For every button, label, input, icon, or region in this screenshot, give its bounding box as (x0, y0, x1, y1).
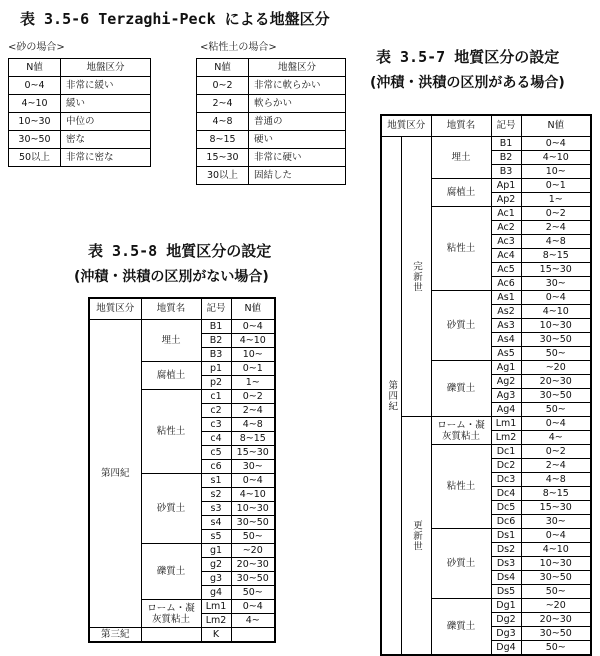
code-cell: Lm2 (491, 431, 521, 445)
n-cell: 2~4 (521, 221, 591, 235)
table-row (89, 628, 275, 643)
table-row (89, 320, 275, 334)
code-cell: B2 (201, 334, 231, 348)
table-3-5-8-title: 表 3.5-8 地質区分の設定 (88, 242, 272, 260)
code-cell: g2 (201, 558, 231, 572)
n-cell: 4~10 (231, 488, 275, 502)
name-cell: 砂質土 (431, 529, 491, 599)
cell: 緩い (61, 95, 151, 113)
n-cell: 30~ (521, 515, 591, 529)
cell: 軟らかい (249, 95, 346, 113)
cell: 非常に密な (61, 149, 151, 167)
code-cell: Ac2 (491, 221, 521, 235)
n-cell: 0~4 (521, 529, 591, 543)
n-cell: 0~2 (521, 445, 591, 459)
table-3-5-8 (88, 297, 276, 643)
cell: 非常に緩い (61, 77, 151, 95)
table-row (197, 95, 346, 113)
code-cell: Ap1 (491, 179, 521, 193)
n-cell: 0~4 (231, 320, 275, 334)
header-cell: 記号 (201, 298, 231, 320)
table-3-5-8-subtitle: (沖積・洪積の区別がない場合) (74, 269, 269, 285)
code-cell: As4 (491, 333, 521, 347)
n-cell: 30~50 (231, 572, 275, 586)
code-cell: Ds4 (491, 571, 521, 585)
name-cell: 砂質土 (431, 291, 491, 361)
n-cell: 10~30 (521, 319, 591, 333)
n-cell: 50~ (231, 586, 275, 600)
code-cell: c5 (201, 446, 231, 460)
code-cell: As1 (491, 291, 521, 305)
clay-table (196, 58, 346, 185)
code-cell: s4 (201, 516, 231, 530)
n-cell: 4~ (231, 614, 275, 628)
table-row (9, 95, 151, 113)
code-cell: Ds5 (491, 585, 521, 599)
code-cell: c4 (201, 432, 231, 446)
code-cell: s5 (201, 530, 231, 544)
code-cell: g3 (201, 572, 231, 586)
code-cell: B1 (491, 137, 521, 151)
code-cell: Dc4 (491, 487, 521, 501)
header-cell: 記号 (491, 115, 521, 137)
n-cell: 0~4 (231, 474, 275, 488)
table-row (9, 149, 151, 167)
n-cell: 4~10 (231, 334, 275, 348)
table-3-5-7-subtitle: (沖積・洪積の区別がある場合) (370, 75, 565, 91)
table-row (381, 417, 591, 431)
n-cell: 50~ (521, 641, 591, 656)
name-cell: 粘性土 (431, 207, 491, 291)
n-cell: 10~ (521, 165, 591, 179)
code-cell: p2 (201, 376, 231, 390)
name-cell: 腐植土 (431, 179, 491, 207)
code-cell: Dc5 (491, 501, 521, 515)
code-cell: Dg1 (491, 599, 521, 613)
n-cell: 4~10 (521, 151, 591, 165)
n-cell: 50~ (231, 530, 275, 544)
cell: 15~30 (197, 149, 249, 167)
n-cell: 10~30 (521, 557, 591, 571)
table-row (197, 113, 346, 131)
group-cell: 第四紀 (381, 137, 401, 656)
sand-table (8, 58, 151, 167)
clay-header-class: 地盤区分 (249, 59, 346, 77)
code-cell: Ac1 (491, 207, 521, 221)
n-cell: 0~4 (231, 600, 275, 614)
clay-header-n: N値 (197, 59, 249, 77)
code-cell: g1 (201, 544, 231, 558)
clay-caption: <粘性土の場合> (200, 42, 277, 53)
sand-header-n: N値 (9, 59, 61, 77)
n-cell: 30~50 (521, 571, 591, 585)
header-cell: 地質名 (141, 298, 201, 320)
code-cell: Ds3 (491, 557, 521, 571)
cell: 0~4 (9, 77, 61, 95)
n-cell: 2~4 (521, 459, 591, 473)
group-cell: 第三紀 (89, 628, 141, 643)
n-cell: 20~30 (521, 613, 591, 627)
n-cell: 0~1 (231, 362, 275, 376)
cell: 10~30 (9, 113, 61, 131)
name-cell (141, 628, 201, 643)
header-cell: 地質区分 (381, 115, 431, 137)
n-cell: ~20 (521, 361, 591, 375)
code-cell: c2 (201, 404, 231, 418)
code-cell: B3 (491, 165, 521, 179)
n-cell: 0~4 (521, 291, 591, 305)
table-row (9, 77, 151, 95)
n-cell: 30~50 (521, 627, 591, 641)
n-cell: 30~50 (521, 333, 591, 347)
code-cell: Ac5 (491, 263, 521, 277)
code-cell: Dg3 (491, 627, 521, 641)
n-cell: 0~2 (521, 207, 591, 221)
code-cell: Lm1 (201, 600, 231, 614)
code-cell: B1 (201, 320, 231, 334)
n-cell: 30~50 (231, 516, 275, 530)
code-cell: Dg2 (491, 613, 521, 627)
n-cell: 15~30 (231, 446, 275, 460)
name-cell: 腐植土 (141, 362, 201, 390)
table-row (9, 131, 151, 149)
cell: 30~50 (9, 131, 61, 149)
n-cell: 50~ (521, 403, 591, 417)
header-cell: N値 (521, 115, 591, 137)
n-cell: 4~10 (521, 543, 591, 557)
n-cell: 20~30 (231, 558, 275, 572)
cell: 非常に軟らかい (249, 77, 346, 95)
name-cell: 礫質土 (141, 544, 201, 600)
cell: 密な (61, 131, 151, 149)
code-cell: Dc3 (491, 473, 521, 487)
n-cell: 0~2 (231, 390, 275, 404)
code-cell: Dg4 (491, 641, 521, 656)
n-cell: 30~ (231, 460, 275, 474)
name-cell: ローム・凝 灰質粘土 (431, 417, 491, 445)
table-row (197, 77, 346, 95)
table-row (9, 113, 151, 131)
code-cell: Lm1 (491, 417, 521, 431)
n-cell: 30~ (521, 277, 591, 291)
code-cell: Dc6 (491, 515, 521, 529)
cell: 4~10 (9, 95, 61, 113)
name-cell: 礫質土 (431, 361, 491, 417)
header-cell: N値 (231, 298, 275, 320)
n-cell: 50~ (521, 347, 591, 361)
code-cell: Ap2 (491, 193, 521, 207)
code-cell: Ag1 (491, 361, 521, 375)
code-cell: c6 (201, 460, 231, 474)
table-row (197, 131, 346, 149)
n-cell: 10~ (231, 348, 275, 362)
n-cell: 50~ (521, 585, 591, 599)
code-cell: As3 (491, 319, 521, 333)
header-cell: 地質名 (431, 115, 491, 137)
header-cell: 地質区分 (89, 298, 141, 320)
n-cell: 1~ (521, 193, 591, 207)
table-3-5-7 (380, 114, 592, 656)
code-cell: Ac3 (491, 235, 521, 249)
code-cell: p1 (201, 362, 231, 376)
n-cell: ~20 (231, 544, 275, 558)
cell: 8~15 (197, 131, 249, 149)
table-3-5-6-title: 表 3.5-6 Terzaghi-Peck による地盤区分 (20, 10, 330, 28)
n-cell: 4~10 (521, 305, 591, 319)
code-cell: c3 (201, 418, 231, 432)
cell: 固結した (249, 167, 346, 185)
group-cell: 第四紀 (89, 320, 141, 628)
cell: 非常に硬い (249, 149, 346, 167)
code-cell: g4 (201, 586, 231, 600)
n-cell: 20~30 (521, 375, 591, 389)
cell: 硬い (249, 131, 346, 149)
code-cell: c1 (201, 390, 231, 404)
name-cell: ローム・凝 灰質粘土 (141, 600, 201, 628)
table-row (197, 149, 346, 167)
n-cell: 1~ (231, 376, 275, 390)
cell: 4~8 (197, 113, 249, 131)
n-cell: 4~8 (231, 418, 275, 432)
code-cell: s1 (201, 474, 231, 488)
n-cell: 0~4 (521, 417, 591, 431)
n-cell: 15~30 (521, 263, 591, 277)
code-cell: Ds1 (491, 529, 521, 543)
n-cell: 0~1 (521, 179, 591, 193)
code-cell: Lm2 (201, 614, 231, 628)
name-cell: 礫質土 (431, 599, 491, 656)
sand-header-class: 地盤区分 (61, 59, 151, 77)
cell: 30以上 (197, 167, 249, 185)
code-cell: s2 (201, 488, 231, 502)
n-cell: 15~30 (521, 501, 591, 515)
cell: 2~4 (197, 95, 249, 113)
cell: 50以上 (9, 149, 61, 167)
n-cell: 8~15 (231, 432, 275, 446)
n-cell: 30~50 (521, 389, 591, 403)
code-cell: Ag2 (491, 375, 521, 389)
n-cell: 0~4 (521, 137, 591, 151)
era-cell: 更新世 (401, 417, 431, 656)
code-cell: K (201, 628, 231, 643)
code-cell: B3 (201, 348, 231, 362)
code-cell: Dc2 (491, 459, 521, 473)
cell: 0~2 (197, 77, 249, 95)
code-cell: Ag4 (491, 403, 521, 417)
code-cell: s3 (201, 502, 231, 516)
name-cell: 埋土 (141, 320, 201, 362)
n-cell: 4~8 (521, 473, 591, 487)
code-cell: Dc1 (491, 445, 521, 459)
n-cell (231, 628, 275, 643)
code-cell: Ac4 (491, 249, 521, 263)
n-cell: 2~4 (231, 404, 275, 418)
era-cell: 完新世 (401, 137, 431, 417)
code-cell: Ds2 (491, 543, 521, 557)
code-cell: Ac6 (491, 277, 521, 291)
n-cell: 4~8 (521, 235, 591, 249)
code-cell: As2 (491, 305, 521, 319)
table-row (197, 167, 346, 185)
sand-caption: <砂の場合> (8, 42, 65, 53)
code-cell: B2 (491, 151, 521, 165)
name-cell: 埋土 (431, 137, 491, 179)
table-row (381, 137, 591, 151)
n-cell: 4~ (521, 431, 591, 445)
cell: 普通の (249, 113, 346, 131)
n-cell: 8~15 (521, 487, 591, 501)
cell: 中位の (61, 113, 151, 131)
code-cell: Ag3 (491, 389, 521, 403)
code-cell: As5 (491, 347, 521, 361)
table-3-5-7-title: 表 3.5-7 地質区分の設定 (376, 48, 560, 66)
name-cell: 砂質土 (141, 474, 201, 544)
n-cell: ~20 (521, 599, 591, 613)
n-cell: 8~15 (521, 249, 591, 263)
name-cell: 粘性土 (431, 445, 491, 529)
n-cell: 10~30 (231, 502, 275, 516)
name-cell: 粘性土 (141, 390, 201, 474)
